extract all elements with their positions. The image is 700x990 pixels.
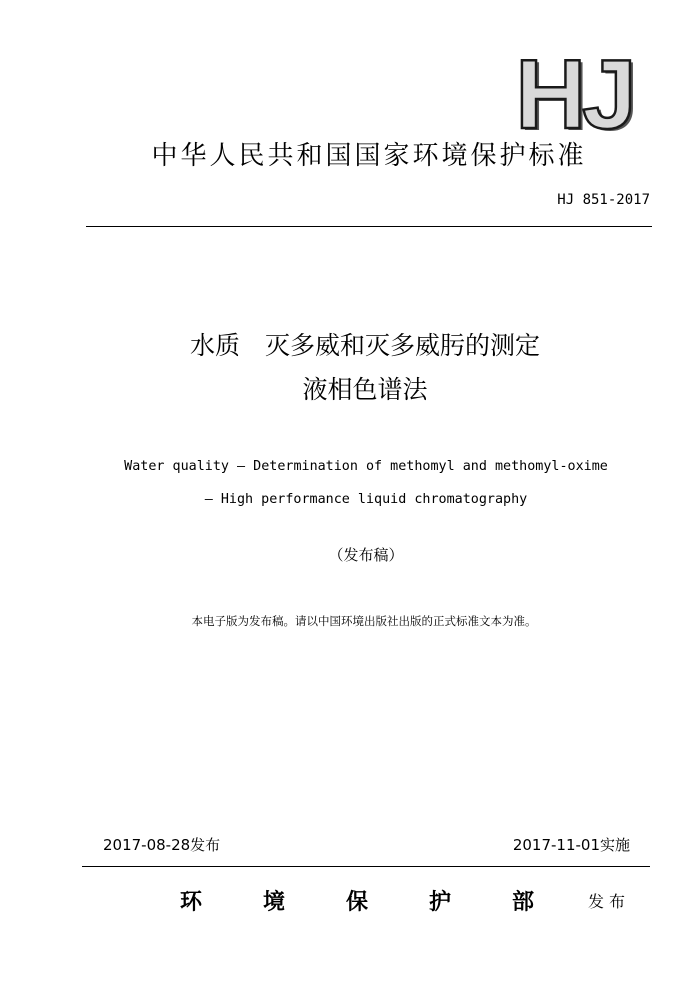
en-title-line-2: — High performance liquid chromatography: [204, 492, 528, 507]
draft-label: （发布稿）: [328, 546, 404, 564]
en-title-line-1: Water quality — Determination of methomyl and methomyl-oxime: [124, 459, 608, 474]
publisher-char: 部: [512, 889, 535, 915]
footer-divider: [82, 866, 650, 867]
org-title: 中华人民共和国国家环境保护标准: [151, 141, 587, 171]
hj-logo: HJ: [515, 39, 633, 149]
notice-text: 本电子版为发布稿。请以中国环境出版社出版的正式标准文本为准。: [191, 614, 537, 628]
publisher-char: 护: [429, 889, 452, 915]
publisher-char: 保: [346, 889, 369, 915]
publisher-char: 境: [263, 889, 286, 915]
header-divider: [86, 226, 652, 227]
publish-verb: 发布: [588, 892, 631, 911]
cn-title-line-1: 水质 灭多威和灭多威肟的测定: [189, 331, 540, 360]
standard-number: HJ 851-2017: [557, 192, 650, 208]
effective-date: 2017-11-01实施: [512, 836, 630, 854]
publisher-char: 环: [180, 889, 203, 915]
issue-date: 2017-08-28发布: [103, 836, 221, 854]
cn-title-line-2: 液相色谱法: [302, 375, 428, 404]
